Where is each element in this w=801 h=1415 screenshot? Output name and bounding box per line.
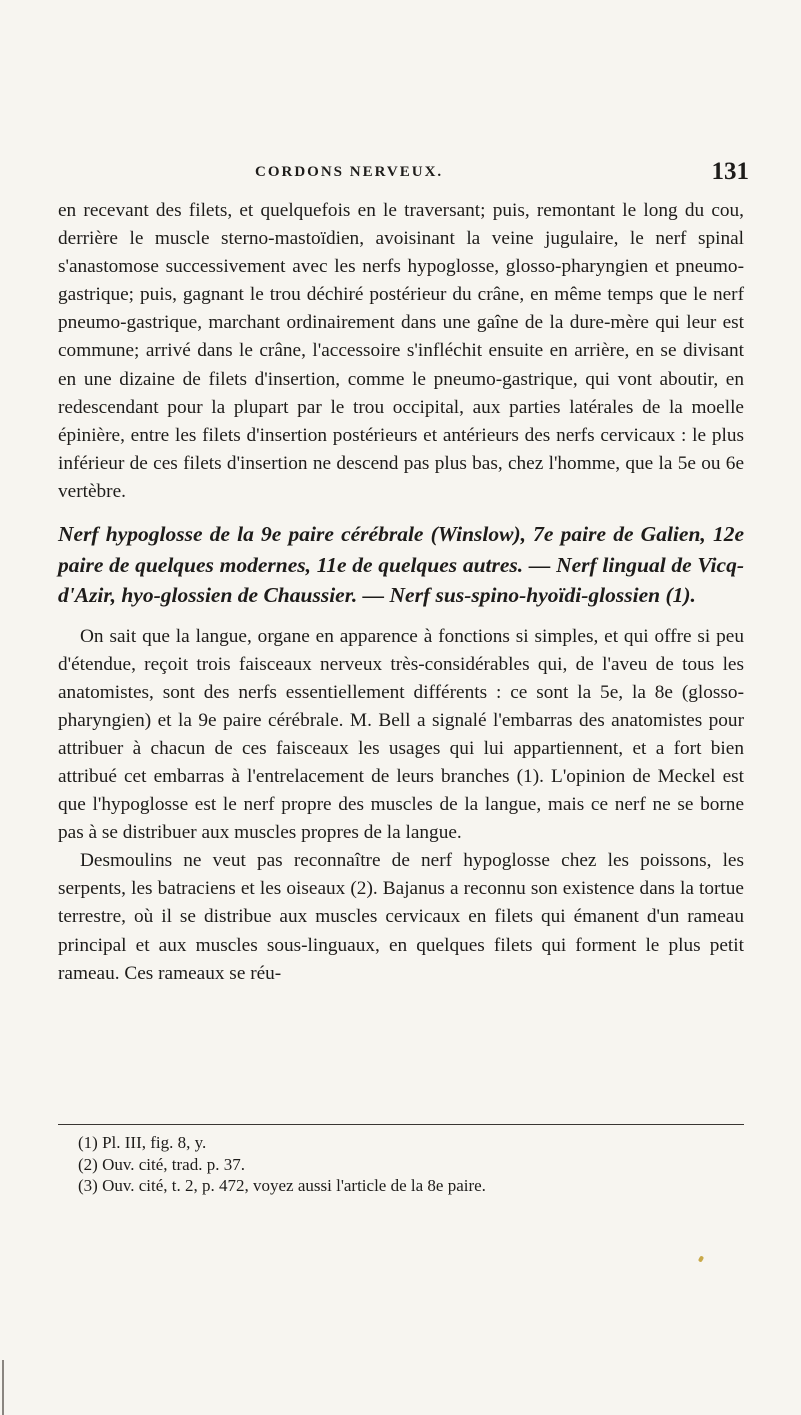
footnote-2: (2) Ouv. cité, trad. p. 37.: [78, 1154, 245, 1174]
binding-edge-mark: [2, 1360, 4, 1415]
page-number: 131: [711, 158, 749, 185]
body-paragraph-1: On sait que la langue, organe en apparence à fonctions si simples, et qui offre si peu d'étendue, reçoit trois faisceaux nerveux très-considérables qui, de l'aveu de tous les anatomistes, sont des nerfs essentiellement différents : ce sont la 5e, la 8e (glosso-pharyngien) et la 9e paire cérébrale. M. Bell a signalé l'embarras des anatomistes pour attribuer à chacun de ces faisceaux les usages qui lui appartiennent, et a fort bien attribué cet embarras à l'entrelacement de leurs branches (1). L'opinion de Meckel est que l'hypoglosse est le nerf propre des muscles de la langue, mais ce nerf ne se borne pas à se distribuer aux muscles propres de la langue.: [58, 625, 744, 844]
running-title: CORDONS NERVEUX.: [255, 164, 444, 180]
paper-speck: [698, 1255, 704, 1262]
page-header: [255, 158, 749, 188]
body-paragraph-2: Desmoulins ne veut pas reconnaître de nerf hypoglosse chez les poissons, les serpents, les batraciens et les oiseaux (2). Bajanus a reconnu son existence dans la tortue terrestre, où il se distribue aux muscles cervicaux en filets qui émanent d'un rameau principal et aux muscles sous-linguaux, en quelques filets qui forment le plus petit rameau. Ces rameaux se réu-: [58, 850, 744, 984]
continued-paragraph: en recevant des filets, et quelquefois en le traversant; puis, remontant le long du cou, derrière le muscle sterno-mastoïdien, avoisinant la veine jugulaire, le nerf spinal s'anastomose successivement avec les nerfs hypoglosse, glosso-pharyngien et pneumo-gastrique; puis, gagnant le trou déchiré postérieur du crâne, en même temps que le nerf pneumo-gastrique, marchant ordinairement dans une gaîne de la dure-mère qui leur est commune; arrivé dans le crâne, l'accessoire s'infléchit ensuite en arrière, en se divisant en une dizaine de filets d'insertion, comme le pneumo-gastrique, qui vont aboutir, en redescendant pour la plupart par le trou occipital, aux parties latérales de la moelle épinière, entre les filets d'insertion postérieurs et antérieurs des nerfs cervicaux : le plus inférieur de ces filets d'insertion ne descend pas plus bas, chez l'homme, que la 5e ou 6e vertèbre.: [58, 200, 744, 502]
section-heading: Nerf hypoglosse de la 9e paire cérébrale (Winslow), 7e paire de Galien, 12e paire de quelques modernes, 11e de quelques autres. — Nerf lingual de Vicq-d'Azir, hyo-glossien de Chaussier. — Nerf sus-spino-hyoïdi-glossien (1).: [58, 522, 744, 608]
footnote-3: (3) Ouv. cité, t. 2, p. 472, voyez aussi l'article de la 8e paire.: [78, 1176, 486, 1195]
footnote-1: (1) Pl. III, fig. 8, y.: [78, 1133, 207, 1152]
page-body: [58, 197, 744, 988]
footnote-rule: [58, 1124, 744, 1125]
footnotes: [78, 1132, 738, 1197]
